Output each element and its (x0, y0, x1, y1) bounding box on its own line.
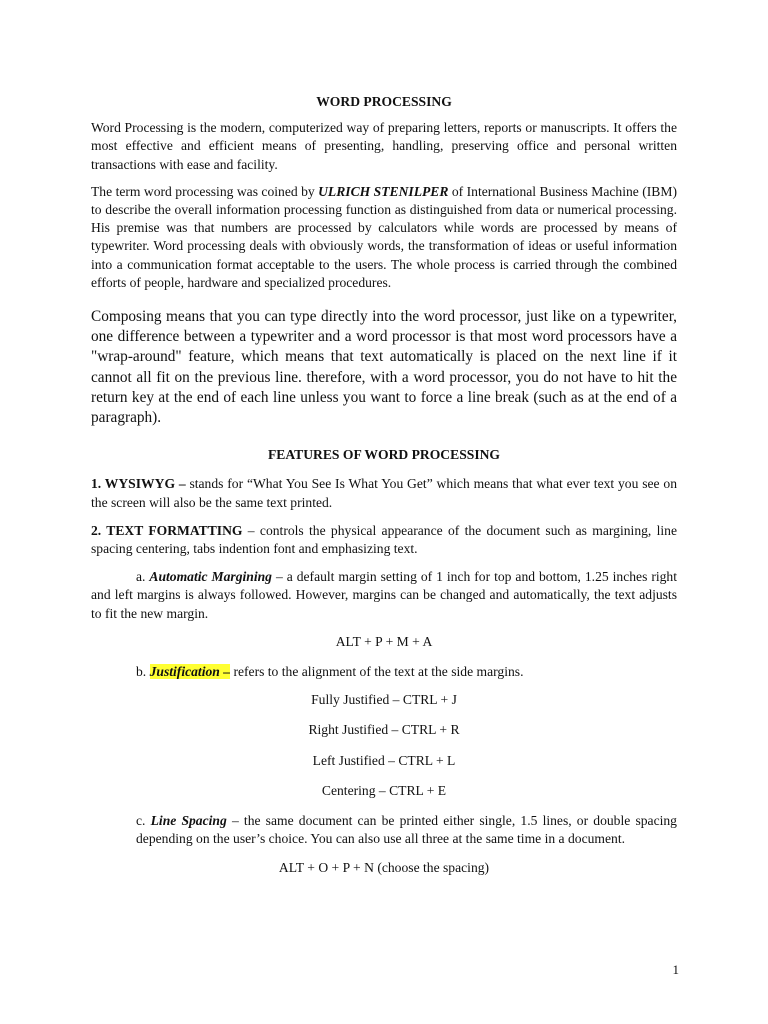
justification-shortcut-center: Centering – CTRL + E (321, 782, 447, 798)
margining-shortcut: ALT + P + M + A (335, 633, 433, 649)
features-heading: FEATURES OF WORD PROCESSING (267, 447, 500, 463)
justification-shortcut-right: Right Justified – CTRL + R (308, 722, 460, 738)
automatic-margining-term: Automatic Margining (149, 569, 272, 585)
feature-text-formatting-text: – controls the physical appearance of the document such as margining, line spacing centering, tabs indention font and emphasizing text. (91, 522, 678, 557)
justification-term: Justification – (149, 664, 231, 680)
justification-prefix: b. (136, 664, 150, 680)
feature-wysiwyg (91, 475, 677, 511)
justification-shortcut-left: Left Justified – CTRL + L (312, 752, 456, 768)
document-body (91, 93, 677, 877)
justification-shortcut-full: Fully Justified – CTRL + J (311, 692, 457, 708)
term-origin-paragraph (91, 183, 677, 292)
feature-wysiwyg-label: 1. WYSIWYG – (91, 476, 186, 492)
para2-before: The term word processing was coined by (91, 183, 319, 199)
feature-text-formatting-label: 2. TEXT FORMATTING (91, 522, 243, 538)
line-spacing-term: Line Spacing (150, 813, 227, 829)
para2-after: of International Business Machine (IBM) to describe the overall information processing function as distinguished from data or numerical processing. His premise was that numbers are processed by calculators while words are processed by means of typewriter. Word processing deals with obviously words, the transformation of ideas or useful information into a communication format acceptable to the users. The whole process is carried through the combined efforts of people, hardware and specialized procedures. (91, 183, 677, 290)
justification-text: refers to the alignment of the text at the side margins. (230, 664, 524, 680)
line-spacing-shortcut: ALT + O + P + N (choose the spacing) (278, 859, 490, 875)
page-number: 1 (672, 962, 679, 977)
feature-wysiwyg-text: stands for “What You See Is What You Get” which means that what ever text you see on the screen will also be the same text printed. (91, 476, 677, 510)
automatic-margining-prefix: a. (136, 569, 150, 585)
feature-text-formatting (91, 522, 677, 558)
composing-paragraph: Composing means that you can type directly into the word processor, just like on a typewriter, one difference between a typewriter and a word processor is that most word processors have a "wrap-around" feature, which means that text automatically is placed on the next line if it cannot all fit on the previous line. therefore, with a word processor, you do not have to hit the return key at the end of each line unless you want to force a line break (such as at the end of a paragraph). (91, 308, 677, 427)
automatic-margining-item (91, 568, 677, 623)
intro-paragraph: Word Processing is the modern, computerized way of preparing letters, reports or manuscripts. It offers the most effective and efficient means of presenting, handling, preserving office and personal written transactions with ease and facility. (91, 120, 677, 172)
justification-item (136, 663, 677, 681)
document-title: WORD PROCESSING (316, 94, 452, 109)
line-spacing-item (136, 812, 677, 848)
line-spacing-prefix: c. (136, 813, 151, 829)
coiner-name: ULRICH STENILPER (318, 183, 449, 199)
automatic-margining-text: – a default margin setting of 1 inch for top and bottom, 1.25 inches right and left margins is always followed. However, margins can be changed and automatically, the text adjusts to fit the new margin. (91, 569, 677, 621)
line-spacing-text: – the same document can be printed either single, 1.5 lines, or double spacing depending on the user’s choice. You can also use all three at the same time in a document. (136, 813, 677, 847)
